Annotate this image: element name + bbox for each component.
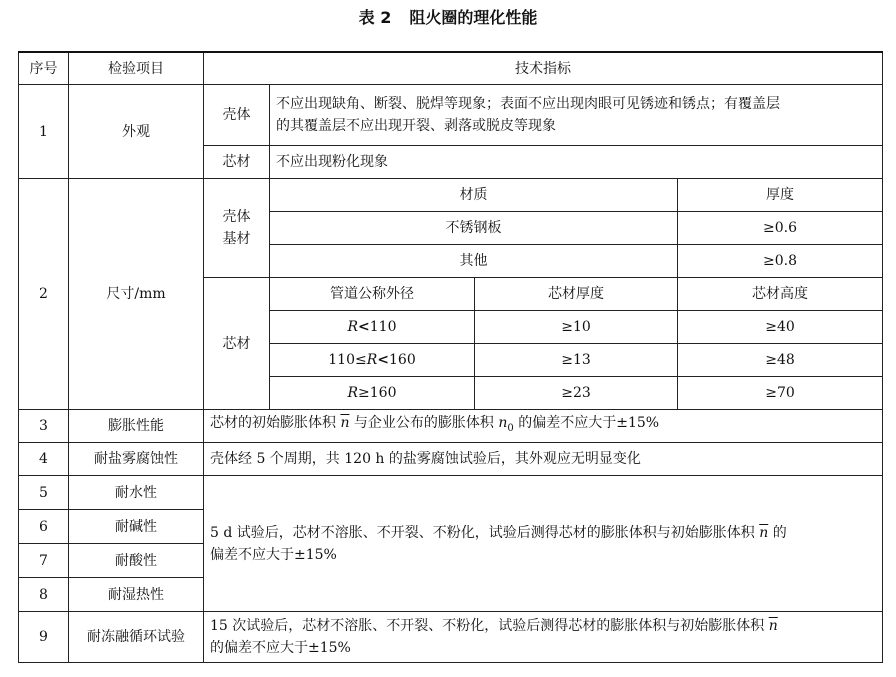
material-thickness: ≥0.6 xyxy=(678,212,883,245)
core-diameter xyxy=(270,377,475,410)
core-diameter xyxy=(270,311,475,344)
row9-no: 9 xyxy=(19,612,69,663)
row3-subscript: 0 xyxy=(507,422,514,434)
core-height: ≥48 xyxy=(678,344,883,377)
row6-no: 6 xyxy=(19,510,69,544)
row3-symbol-n-bar: $\overline{n}$ xyxy=(340,415,350,432)
core-header-thickness: 芯材厚度 xyxy=(475,278,678,311)
row3-text-c: 的偏差不应大于±15% xyxy=(513,415,660,432)
header-no: 序号 xyxy=(19,52,69,85)
core-diameter-value: 110 xyxy=(369,319,397,335)
row7-no: 7 xyxy=(19,544,69,578)
header-item: 检验项目 xyxy=(69,52,204,85)
properties-table xyxy=(18,51,883,663)
row4-item: 耐盐雾腐蚀性 xyxy=(69,443,204,476)
row5-item: 耐水性 xyxy=(69,476,204,510)
table-row xyxy=(19,179,883,212)
material-thickness: ≥0.8 xyxy=(678,245,883,278)
row6-item: 耐碱性 xyxy=(69,510,204,544)
row9-spec-line1 xyxy=(210,615,876,637)
core-height: ≥70 xyxy=(678,377,883,410)
row2-shell-label-line1: 壳体 xyxy=(222,209,251,225)
core-height: ≥40 xyxy=(678,311,883,344)
row4-spec: 壳体经 5 个周期，共 120 h 的盐雾腐蚀试验后，其外观应无明显变化 xyxy=(204,443,883,476)
rows5to8-spec xyxy=(204,476,883,612)
row5-no: 5 xyxy=(19,476,69,510)
row1-shell-text xyxy=(270,85,883,146)
row1-shell-text-line2: 的其覆盖层不应出现开裂、剥落或脱皮等现象 xyxy=(276,118,556,134)
material-name: 不锈钢板 xyxy=(270,212,678,245)
table-title: 阻火圈的理化性能 xyxy=(409,8,538,27)
core-thickness: ≥13 xyxy=(475,344,678,377)
core-diameter-symbol: R xyxy=(347,319,359,335)
table-row xyxy=(19,476,883,510)
row2-shell-label-line2: 基材 xyxy=(222,231,251,247)
core-thickness: ≥23 xyxy=(475,377,678,410)
row4-no: 4 xyxy=(19,443,69,476)
row1-shell-text-line1: 不应出现缺角、断裂、脱焊等现象；表面不应出现肉眼可见锈迹和锈点；有覆盖层 xyxy=(276,96,780,112)
row1-core-label: 芯材 xyxy=(204,146,270,179)
core-diameter-symbol: R xyxy=(347,385,359,401)
row2-no: 2 xyxy=(19,179,69,410)
table-row xyxy=(19,410,883,443)
row1-no: 1 xyxy=(19,85,69,179)
row3-item: 膨胀性能 xyxy=(69,410,204,443)
table-row xyxy=(19,443,883,476)
table-number: 表 2 xyxy=(358,8,392,27)
core-diameter-operator: ≥ xyxy=(358,385,370,401)
material-header: 材质 xyxy=(270,179,678,212)
material-name: 其他 xyxy=(270,245,678,278)
table-row xyxy=(19,85,883,146)
core-diameter xyxy=(270,344,475,377)
table-caption xyxy=(0,6,896,30)
rows5to8-spec-line1 xyxy=(210,522,876,544)
row2-core-label: 芯材 xyxy=(204,278,270,410)
core-header-diameter: 管道公称外径 xyxy=(270,278,475,311)
rows5to8-text-a: 5 d 试验后，芯材不溶胀、不开裂、不粉化，试验后测得芯材的膨胀体积与初始膨胀体积 xyxy=(210,524,760,541)
core-diameter-prefix: 110≤ xyxy=(328,352,367,368)
row9-spec-line2: 的偏差不应大于±15% xyxy=(210,640,351,656)
row1-item: 外观 xyxy=(69,85,204,179)
row3-text-a: 芯材的初始膨胀体积 xyxy=(210,415,341,432)
row1-core-text: 不应出现粉化现象 xyxy=(270,146,883,179)
row3-no: 3 xyxy=(19,410,69,443)
row8-no: 8 xyxy=(19,578,69,612)
core-diameter-value: 160 xyxy=(389,352,416,368)
rows5to8-symbol-n-bar: $\overline{n}$ xyxy=(759,524,769,541)
header-spec: 技术指标 xyxy=(204,52,883,85)
row3-text-b: 与企业公布的膨胀体积 xyxy=(349,415,499,432)
row2-shell-label xyxy=(204,179,270,278)
core-diameter-value: 160 xyxy=(369,385,397,401)
row9-symbol-n-bar: $\overline{n}$ xyxy=(768,618,778,634)
row9-text-a: 15 次试验后，芯材不溶胀、不开裂、不粉化，试验后测得芯材的膨胀体积与初始膨胀体积 xyxy=(210,618,769,634)
row3-spec xyxy=(204,410,883,443)
row3-symbol-n: n xyxy=(498,415,508,432)
row1-shell-label: 壳体 xyxy=(204,85,270,146)
core-diameter-operator: < xyxy=(377,352,389,368)
table-header-row xyxy=(19,52,883,85)
thickness-header: 厚度 xyxy=(678,179,883,212)
row9-spec xyxy=(204,612,883,663)
core-diameter-operator: < xyxy=(358,319,370,335)
rows5to8-text-b: 的 xyxy=(768,524,787,541)
table-row xyxy=(19,612,883,663)
rows5to8-spec-line2: 偏差不应大于±15% xyxy=(210,546,337,563)
core-diameter-symbol: R xyxy=(366,352,378,368)
row8-item: 耐湿热性 xyxy=(69,578,204,612)
core-thickness: ≥10 xyxy=(475,311,678,344)
row2-item: 尺寸/mm xyxy=(69,179,204,410)
core-header-height: 芯材高度 xyxy=(678,278,883,311)
row7-item: 耐酸性 xyxy=(69,544,204,578)
row9-item: 耐冻融循环试验 xyxy=(69,612,204,663)
